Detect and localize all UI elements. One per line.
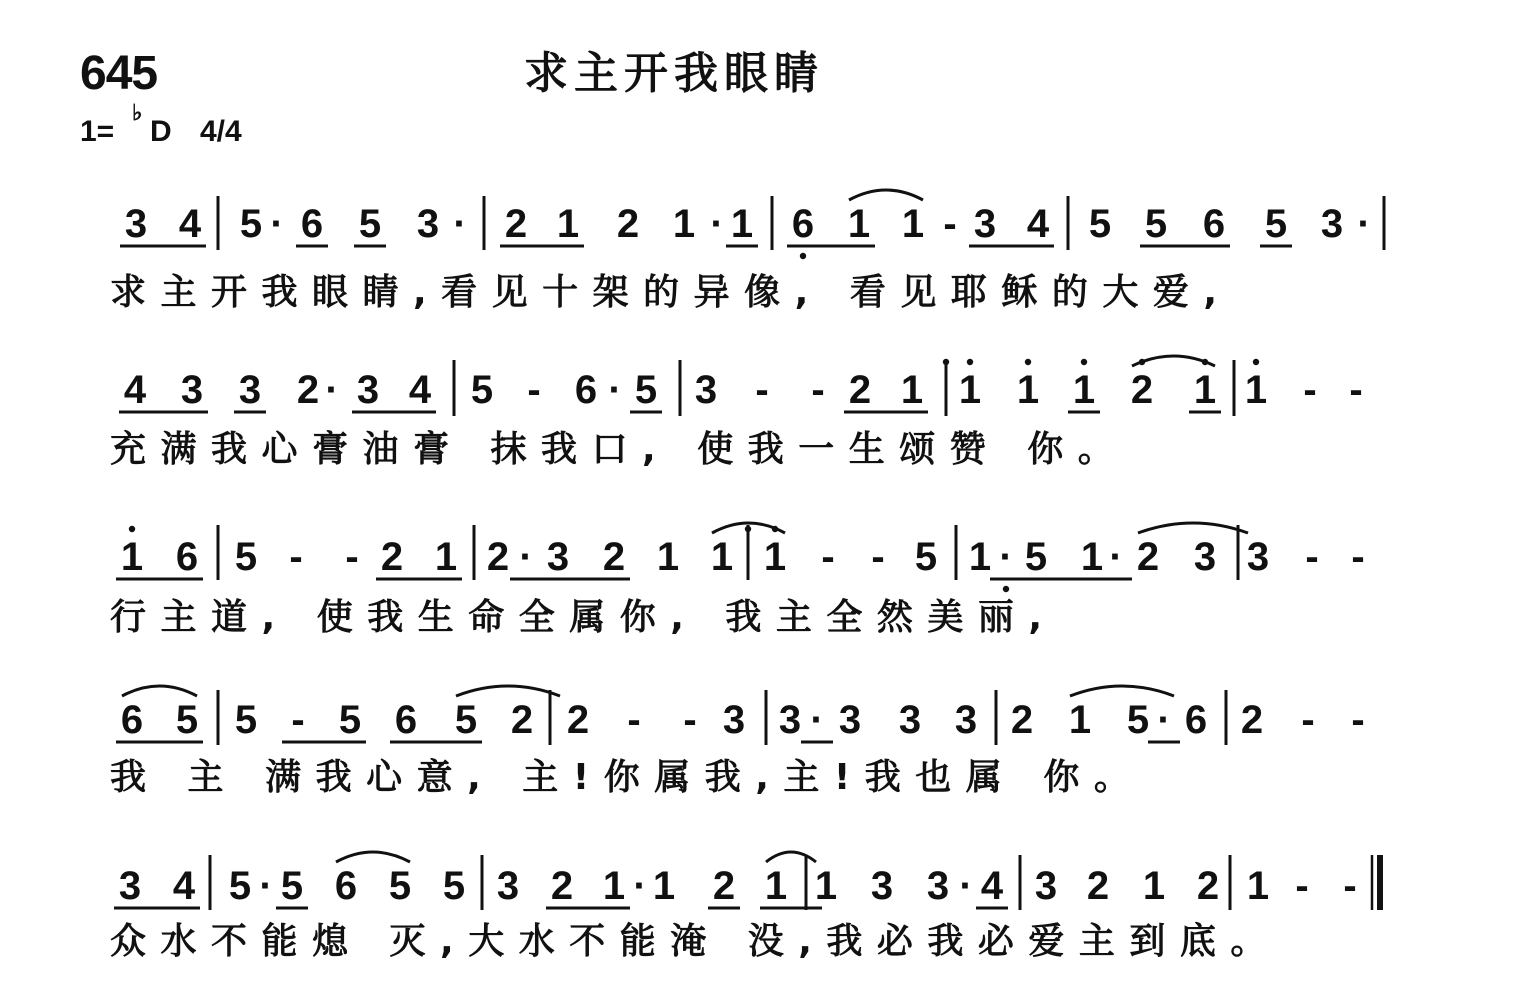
- note-number: 5: [228, 864, 252, 908]
- note-number: 1: [1016, 368, 1040, 412]
- note-number: 3: [1320, 202, 1344, 246]
- note-number: 3: [694, 368, 718, 412]
- slur-arc: [1070, 686, 1174, 696]
- note-number: 1: [968, 535, 992, 579]
- note-number: 3: [124, 202, 148, 246]
- hold-dash: -: [1351, 535, 1365, 579]
- note-number: 3: [926, 864, 950, 908]
- octave-dot-above: [1025, 359, 1031, 365]
- dot-mark: ·: [1157, 698, 1171, 742]
- hold-dash: -: [627, 698, 641, 742]
- note-number: 2: [602, 535, 626, 579]
- octave-dot-above: [967, 359, 973, 365]
- note-number: 1: [710, 535, 734, 579]
- note-number: 5: [1024, 535, 1048, 579]
- hold-dash: -: [871, 535, 885, 579]
- note-number: 3: [1246, 535, 1270, 579]
- note-number: 6: [574, 368, 598, 412]
- note-number: 3: [416, 202, 440, 246]
- note-number: 2: [712, 864, 736, 908]
- note-number: 2: [1196, 864, 1220, 908]
- note-number: 1: [1246, 864, 1270, 908]
- note-number: 6: [175, 535, 199, 579]
- dot-mark: ·: [810, 698, 824, 742]
- lyric-line: 行主道, 使我生命全属你, 我主全然美丽,: [110, 597, 1057, 638]
- note-number: 3: [356, 368, 380, 412]
- note-number: 3: [546, 535, 570, 579]
- note-number: 1: [556, 202, 580, 246]
- note-number: 1: [1080, 535, 1104, 579]
- note-number: 3: [238, 368, 262, 412]
- hold-dash: -: [291, 698, 305, 742]
- note-number: 2: [510, 698, 534, 742]
- key-prefix: 1=: [80, 115, 115, 148]
- note-number: 2: [1010, 698, 1034, 742]
- note-number: 5: [442, 864, 466, 908]
- dot-mark: ·: [453, 202, 467, 246]
- hold-dash: -: [289, 535, 303, 579]
- note-number: 6: [1202, 202, 1226, 246]
- hold-dash: -: [821, 535, 835, 579]
- dot-mark: ·: [959, 864, 973, 908]
- hold-dash: -: [345, 535, 359, 579]
- lyric-line: 充满我心膏油膏 抹我口, 使我一生颂赞 你。: [110, 429, 1129, 470]
- octave-dot-below: [1003, 586, 1009, 592]
- note-number: 2: [566, 698, 590, 742]
- note-number: 1: [730, 202, 754, 246]
- slur-arc: [336, 852, 410, 862]
- note-number: 4: [980, 864, 1004, 908]
- note-number: 3: [180, 368, 204, 412]
- note-number: 5: [358, 202, 382, 246]
- note-number: 3: [778, 698, 802, 742]
- hymn-title: 求主开我眼睛: [524, 48, 824, 99]
- note-number: 2: [380, 535, 404, 579]
- note-number: 6: [120, 698, 144, 742]
- hold-dash: -: [811, 368, 825, 412]
- note-number: 3: [898, 698, 922, 742]
- note-number: 5: [1088, 202, 1112, 246]
- note-number: 5: [388, 864, 412, 908]
- note-number: 1: [901, 202, 925, 246]
- note-number: 5: [634, 368, 658, 412]
- note-number: 4: [1026, 202, 1050, 246]
- slur-arc: [1132, 356, 1215, 366]
- hold-dash: -: [1301, 698, 1315, 742]
- dot-mark: ·: [710, 202, 724, 246]
- dot-mark: ·: [1357, 202, 1371, 246]
- note-number: 1: [764, 864, 788, 908]
- dot-mark: ·: [259, 864, 273, 908]
- dot-mark: ·: [608, 368, 622, 412]
- octave-dot-above: [1081, 359, 1087, 365]
- note-number: 4: [172, 864, 196, 908]
- note-number: 6: [334, 864, 358, 908]
- note-number: 5: [914, 535, 938, 579]
- lyric-line: 求主开我眼睛,看见十架的异像, 看见耶稣的大爱,: [110, 272, 1232, 313]
- note-number: 5: [175, 698, 199, 742]
- dot-mark: ·: [270, 202, 284, 246]
- octave-dot-below: [800, 253, 806, 259]
- note-number: 6: [394, 698, 418, 742]
- note-number: 5: [1144, 202, 1168, 246]
- note-number: 4: [123, 368, 147, 412]
- slur-arc: [456, 686, 560, 696]
- note-number: 4: [408, 368, 432, 412]
- octave-dot-above: [1253, 359, 1259, 365]
- slur-arc: [849, 190, 923, 200]
- note-number: 1: [1068, 698, 1092, 742]
- octave-dot-above: [943, 359, 949, 365]
- dot-mark: ·: [325, 368, 339, 412]
- note-number: 6: [1184, 698, 1208, 742]
- note-number: 5: [1126, 698, 1150, 742]
- note-number: 1: [1072, 368, 1096, 412]
- note-number: 2: [504, 202, 528, 246]
- note-number: 3: [722, 698, 746, 742]
- note-number: 5: [338, 698, 362, 742]
- note-number: 1: [656, 535, 680, 579]
- note-number: 1: [1193, 368, 1217, 412]
- note-number: 3: [838, 698, 862, 742]
- note-number: 2: [1240, 698, 1264, 742]
- note-number: 6: [300, 202, 324, 246]
- dot-mark: ·: [519, 535, 533, 579]
- note-number: 2: [848, 368, 872, 412]
- note-number: 3: [118, 864, 142, 908]
- lyric-line: 众水不能熄 灭,大水不能淹 没,我必我必爱主到底。: [110, 921, 1281, 962]
- note-number: 1: [847, 202, 871, 246]
- note-number: 3: [1193, 535, 1217, 579]
- note-number: 5: [454, 698, 478, 742]
- note-number: 1: [900, 368, 924, 412]
- note-number: 5: [234, 535, 258, 579]
- slur-arc: [766, 852, 816, 862]
- hold-dash: -: [527, 368, 541, 412]
- note-number: 1: [1244, 368, 1268, 412]
- note-number: 3: [870, 864, 894, 908]
- note-number: 3: [1034, 864, 1058, 908]
- hold-dash: -: [683, 698, 697, 742]
- note-number: 5: [470, 368, 494, 412]
- note-number: 5: [239, 202, 263, 246]
- hold-dash: -: [1303, 368, 1317, 412]
- note-number: 2: [296, 368, 320, 412]
- dot-mark: ·: [1109, 535, 1123, 579]
- note-number: 2: [550, 864, 574, 908]
- dot-mark: ·: [999, 535, 1013, 579]
- note-number: 1: [763, 535, 787, 579]
- hymn-number: 645: [80, 47, 158, 100]
- time-signature: 4/4: [200, 115, 242, 148]
- hold-dash: -: [943, 202, 957, 246]
- note-number: 5: [234, 698, 258, 742]
- note-number: 1: [672, 202, 696, 246]
- note-number: 1: [434, 535, 458, 579]
- octave-dot-above: [745, 526, 751, 532]
- dot-mark: ·: [633, 864, 647, 908]
- note-number: 2: [616, 202, 640, 246]
- note-number: 1: [958, 368, 982, 412]
- note-number: 5: [1264, 202, 1288, 246]
- note-number: 3: [496, 864, 520, 908]
- note-number: 2: [1130, 368, 1154, 412]
- note-number: 1: [1142, 864, 1166, 908]
- slur-arc: [122, 686, 197, 696]
- note-number: 2: [486, 535, 510, 579]
- note-number: 2: [1086, 864, 1110, 908]
- note-number: 2: [1136, 535, 1160, 579]
- note-number: 3: [973, 202, 997, 246]
- note-number: 3: [954, 698, 978, 742]
- note-number: 1: [652, 864, 676, 908]
- note-number: 6: [791, 202, 815, 246]
- hold-dash: -: [1351, 698, 1365, 742]
- note-number: 1: [602, 864, 626, 908]
- lyric-line: 我 主 满我心意, 主!你属我,主!我也属 你。: [110, 757, 1145, 798]
- octave-dot-above: [129, 526, 135, 532]
- hold-dash: -: [1305, 535, 1319, 579]
- hold-dash: -: [1349, 368, 1363, 412]
- note-number: 1: [814, 864, 838, 908]
- key-note: D: [150, 115, 172, 148]
- note-number: 4: [178, 202, 202, 246]
- hold-dash: -: [755, 368, 769, 412]
- slur-arc: [1138, 523, 1248, 533]
- key-flat: ♭: [132, 100, 143, 125]
- note-number: 1: [120, 535, 144, 579]
- hold-dash: -: [1295, 864, 1309, 908]
- hold-dash: -: [1343, 864, 1357, 908]
- note-number: 5: [280, 864, 304, 908]
